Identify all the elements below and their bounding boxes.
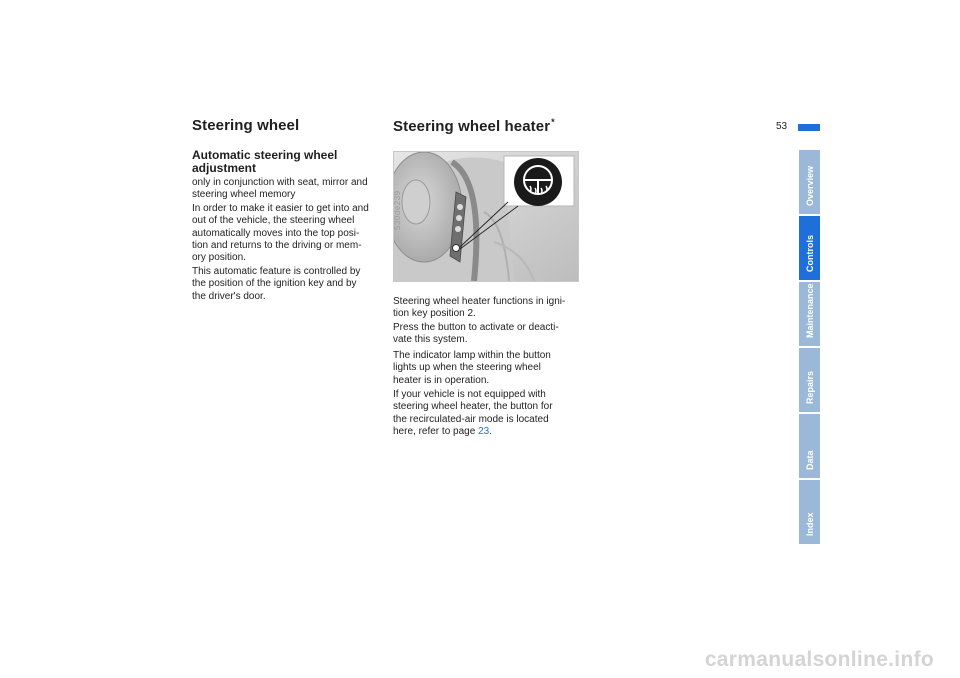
paragraph-not-equipped: If your vehicle is not equipped with steering wheel heater, the button for the recirculated-air mode is located here, refer to page 23.: [393, 389, 553, 437]
optional-equipment-star: *: [551, 117, 555, 127]
steering-wheel-heater-figure: [393, 151, 579, 282]
paragraph-ignition-position: Steering wheel heater functions in igni- tion key position 2.: [393, 296, 566, 320]
side-tab-data[interactable]: Data: [799, 414, 820, 478]
paragraph-memory-note: only in conjunction with seat, mirror and steering wheel memory: [192, 177, 368, 201]
figure-code: 530de239: [393, 190, 402, 230]
section-title-steering-wheel: Steering wheel: [192, 117, 300, 134]
page-marker: [798, 124, 820, 131]
side-tab-overview[interactable]: Overview: [799, 150, 820, 214]
steering-wheel-heater-button-icon: [514, 158, 562, 206]
subsection-title-automatic-adjustment: Automatic steering wheel adjustment: [192, 148, 338, 175]
paragraph-indicator-lamp: The indicator lamp within the button lights up when the steering wheel heater is in operation.: [393, 350, 551, 386]
paragraph-press-button: Press the button to activate or deacti- vate this system.: [393, 322, 559, 346]
section-title-steering-wheel-heater: Steering wheel heater*: [393, 117, 555, 135]
paragraph-control: This automatic feature is controlled by the position of the ignition key and by the driver's door.: [192, 266, 361, 302]
page-reference-link[interactable]: 23: [478, 425, 490, 437]
watermark: carmanualsonline.info: [704, 648, 934, 671]
side-tab-index[interactable]: Index: [799, 480, 820, 544]
steering-wheel-illustration: [394, 152, 578, 281]
paragraph-automatic-move: In order to make it easier to get into and out of the vehicle, the steering wheel automatically moves into the top posi- tion and returns to the driving or mem- ory position.: [192, 203, 369, 264]
side-tab-repairs[interactable]: Repairs: [799, 348, 820, 412]
side-tab-maintenance[interactable]: Maintenance: [799, 282, 820, 346]
side-tab-controls[interactable]: Controls: [799, 216, 820, 280]
page-number: 53: [776, 121, 788, 132]
